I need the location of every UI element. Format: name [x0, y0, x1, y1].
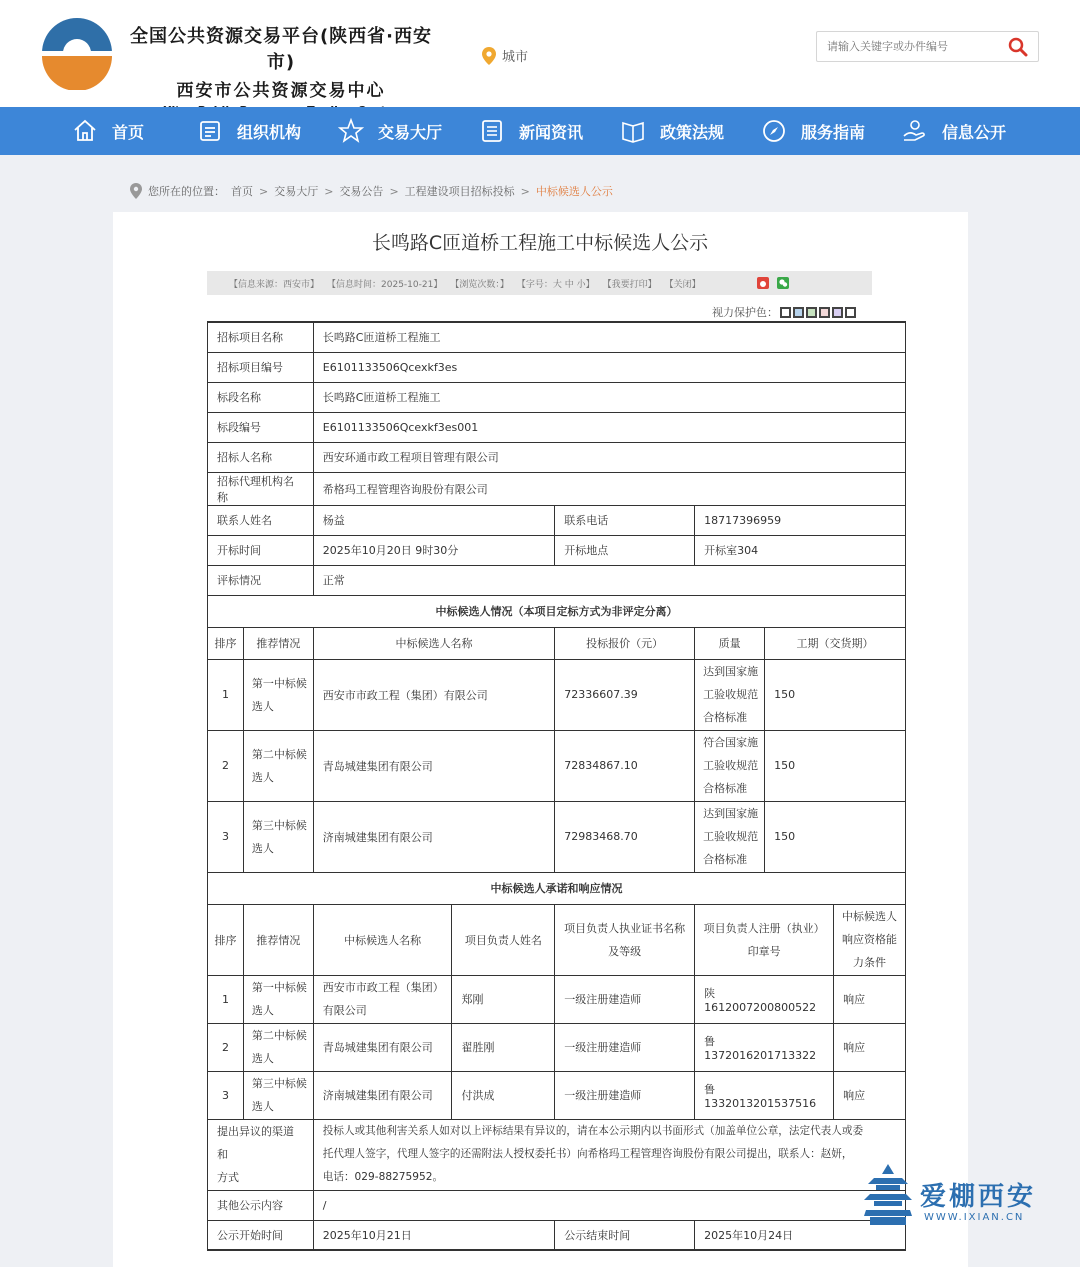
breadcrumb-prefix: 您所在的位置：: [148, 185, 225, 198]
text-line: 第三中标候: [251, 818, 307, 832]
share-wechat-icon[interactable]: [777, 277, 789, 289]
text-line: 合格标准: [703, 782, 748, 795]
cell-registration-no: 鲁1332013201537516: [695, 1071, 834, 1119]
text-line: 达到国家施: [703, 665, 759, 678]
text-line: 第一中标候: [251, 676, 307, 690]
text-line: 达到国家施: [703, 807, 759, 820]
cell-recommendation: [243, 730, 313, 801]
field-label: 招标人名称: [208, 442, 314, 472]
table-row: [208, 412, 906, 442]
text-line: 投标人或其他利害关系人如对以上评标结果有异议的，请在本公示期内以书面形式（加盖单位公章，法定代表人或委: [322, 1125, 864, 1137]
site-logo[interactable]: [38, 16, 116, 90]
watermark-text: 爱棚西安: [920, 1182, 1037, 1212]
cell-registration-no: 鲁1372016201713322: [695, 1023, 834, 1071]
column-header: [834, 904, 906, 975]
table-row: [208, 352, 906, 382]
cell-project-manager: 郑刚: [452, 975, 555, 1023]
cell-period: 150: [765, 801, 906, 872]
breadcrumb-separator: >: [520, 184, 530, 198]
breadcrumb-current: 中标候选人公示: [535, 185, 613, 198]
announcement-table: [207, 321, 906, 1251]
nav-label: 信息公开: [942, 122, 1007, 142]
cell-candidate-name: 济南城建集团有限公司: [313, 801, 554, 872]
column-header: 排序: [208, 627, 244, 659]
text-line: 提出异议的渠道和: [217, 1125, 294, 1161]
cell-response: 响应: [834, 975, 906, 1023]
text-line: 选人: [251, 1004, 274, 1017]
eye-protection-colors: [712, 304, 856, 320]
info-time: 【信息时间：2025-10-21】: [327, 279, 443, 290]
cell-recommendation: [243, 659, 313, 730]
field-label: [208, 1119, 314, 1190]
site-title-line2: 西安市公共资源交易中心: [176, 81, 386, 101]
compass-icon: [761, 118, 787, 144]
text-line: 合格标准: [703, 853, 748, 866]
book-icon: [620, 118, 646, 144]
location-pin-icon: [482, 47, 496, 65]
field-label: 其他公示内容: [208, 1190, 314, 1220]
watermark-url: WWW.IXIAN.CN: [924, 1212, 1025, 1223]
text-line: 项目负责人注册（执业）: [703, 921, 825, 935]
site-header: [0, 0, 1080, 107]
field-value: 2025年10月21日: [313, 1220, 554, 1250]
field-value: E6101133506Qcexkf3es001: [313, 412, 905, 442]
cell-candidate-name: 济南城建集团有限公司: [313, 1071, 452, 1119]
text-line: 中标候选人: [842, 910, 898, 923]
text-line: 选人: [251, 699, 274, 713]
column-header: 推荐情况: [243, 904, 313, 975]
cell-registration-no: 陕1612007200800522: [695, 975, 834, 1023]
cell-candidate-name: [313, 975, 452, 1023]
text-line: 西安市市政工程（集团）: [322, 981, 444, 994]
cell-recommendation: [243, 801, 313, 872]
cell-candidate-name: 青岛城建集团有限公司: [313, 1023, 452, 1071]
field-label: 开标地点: [555, 535, 695, 565]
table-row: [208, 1220, 906, 1250]
breadcrumb-home[interactable]: 首页: [231, 185, 253, 198]
table-row: [208, 565, 906, 595]
field-value: E6101133506Qcexkf3es: [313, 352, 905, 382]
cell-rank: 2: [208, 730, 244, 801]
location-pin-icon: [130, 183, 142, 199]
color-swatch-purple[interactable]: [832, 307, 843, 318]
field-label: 招标项目名称: [208, 322, 314, 352]
info-source: 【信息来源：西安市】: [229, 279, 320, 290]
text-line: 第一中标候: [251, 981, 307, 994]
cell-rank: 2: [208, 1023, 244, 1071]
field-label: 招标项目编号: [208, 352, 314, 382]
field-value: 2025年10月24日: [695, 1220, 906, 1250]
text-line: 第三中标候: [251, 1077, 307, 1090]
table-row: [208, 1071, 906, 1119]
text-line: 印章号: [747, 944, 781, 958]
news-icon: [479, 118, 505, 144]
cell-candidate-name: 青岛城建集团有限公司: [313, 730, 554, 801]
table-row: [208, 535, 906, 565]
cell-rank: 1: [208, 659, 244, 730]
table-row: [208, 472, 906, 505]
text-line: 响应资格能: [842, 933, 898, 946]
site-title: [118, 22, 444, 117]
nav-item-news[interactable]: [479, 107, 583, 155]
search-input[interactable]: [817, 32, 1002, 61]
page-title: 长鸣路C匝道桥工程施工中标候选人公示: [371, 232, 709, 254]
field-label: 公示结束时间: [555, 1220, 695, 1250]
info-views: 【浏览次数：】: [450, 279, 509, 290]
eye-protection-label: 视力保护色：: [712, 306, 778, 319]
cell-rank: 3: [208, 1071, 244, 1119]
search-box: [816, 31, 1039, 62]
table-row: [208, 730, 906, 801]
close-link[interactable]: 【关闭】: [664, 279, 701, 290]
cell-quality: [695, 801, 765, 872]
cell-quality: [695, 730, 765, 801]
text-line: 工验收规范: [703, 759, 759, 772]
nav-label: 新闻资讯: [519, 122, 584, 142]
nav-item-policy[interactable]: [620, 107, 724, 155]
color-swatch-pink[interactable]: [819, 307, 830, 318]
nav-item-trading-hall[interactable]: [338, 107, 442, 155]
table-row: [208, 975, 906, 1023]
table-header-row: [208, 627, 906, 659]
field-value: 18717396959: [695, 505, 906, 535]
field-value: 长鸣路C匝道桥工程施工: [313, 322, 905, 352]
table-row: [208, 1119, 906, 1190]
cell-certificate: 一级注册建造师: [555, 975, 695, 1023]
text-line: 符合国家施: [703, 736, 759, 749]
breadcrumb-announcements[interactable]: 交易公告: [339, 185, 384, 198]
cell-certificate: 一级注册建造师: [555, 1023, 695, 1071]
field-value: [313, 1119, 905, 1190]
text-line: 项目负责人执业证书名称: [564, 921, 686, 935]
field-label: 标段名称: [208, 382, 314, 412]
table-row: [208, 322, 906, 352]
field-value: /: [313, 1190, 905, 1220]
cell-rank: 1: [208, 975, 244, 1023]
search-icon[interactable]: [1008, 37, 1028, 57]
text-line: 第二中标候: [251, 747, 307, 761]
cell-period: 150: [765, 730, 906, 801]
text-line: 方式: [217, 1171, 239, 1184]
city-selector[interactable]: [482, 46, 528, 65]
column-header: [555, 904, 695, 975]
print-link[interactable]: 【我要打印】: [602, 279, 657, 290]
nav-item-guide[interactable]: [761, 107, 865, 155]
field-label: 标段编号: [208, 412, 314, 442]
breadcrumb-trading-hall[interactable]: 交易大厅: [274, 185, 319, 198]
field-label: 开标时间: [208, 535, 314, 565]
field-label: 公示开始时间: [208, 1220, 314, 1250]
org-icon: [197, 118, 223, 144]
cell-response: 响应: [834, 1071, 906, 1119]
hand-icon: [902, 118, 928, 144]
table-row: [208, 382, 906, 412]
column-header: 推荐情况: [243, 627, 313, 659]
breadcrumb-bidding[interactable]: 工程建设项目招标投标: [404, 185, 515, 198]
cell-price: 72983468.70: [555, 801, 695, 872]
city-label: 城市: [502, 50, 529, 65]
breadcrumb-separator: >: [259, 184, 269, 198]
nav-label: 服务指南: [801, 122, 866, 142]
column-header: 工期（交货期）: [765, 627, 906, 659]
column-header: [695, 904, 834, 975]
field-value: 杨益: [313, 505, 554, 535]
nav-label: 政策法规: [660, 122, 725, 142]
cell-response: 响应: [834, 1023, 906, 1071]
nav-label: 首页: [112, 122, 145, 142]
nav-label: 交易大厅: [378, 122, 443, 142]
field-value: 开标室304: [695, 535, 906, 565]
table-header-row: [208, 904, 906, 975]
section-heading: 中标候选人承诺和响应情况: [208, 872, 906, 904]
column-header: 中标候选人名称: [313, 904, 452, 975]
text-line: 力条件: [853, 956, 887, 969]
field-label: 联系人姓名: [208, 505, 314, 535]
field-label: 评标情况: [208, 565, 314, 595]
font-size-control[interactable]: 【字号：大 中 小】: [516, 279, 595, 290]
field-value: 长鸣路C匝道桥工程施工: [313, 382, 905, 412]
color-swatch-default[interactable]: [845, 307, 856, 318]
text-line: 第二中标候: [251, 1029, 307, 1042]
text-line: 选人: [251, 770, 274, 784]
text-line: 工验收规范: [703, 830, 759, 843]
color-swatch-blue[interactable]: [793, 307, 804, 318]
text-line: 托代理人签字，代理人签字的还需附法人授权委托书）向希格玛工程管理咨询股份有限公司提出，联系人：赵妍，: [322, 1148, 853, 1160]
breadcrumb: [130, 183, 613, 199]
column-header: 中标候选人名称: [313, 627, 554, 659]
breadcrumb-separator: >: [324, 184, 334, 198]
table-row: [208, 1023, 906, 1071]
share-weibo-icon[interactable]: [757, 277, 769, 289]
home-icon: [72, 118, 98, 144]
field-value: 希格玛工程管理咨询股份有限公司: [313, 472, 905, 505]
text-line: 及等级: [608, 944, 642, 958]
breadcrumb-separator: >: [389, 184, 399, 198]
text-line: 选人: [251, 841, 274, 855]
field-value: 正常: [313, 565, 905, 595]
nav-item-org[interactable]: [197, 107, 301, 155]
column-header: 项目负责人姓名: [452, 904, 555, 975]
column-header: 投标报价（元）: [555, 627, 695, 659]
column-header: 质量: [695, 627, 765, 659]
section-header-row: [208, 595, 906, 627]
text-line: 选人: [251, 1052, 274, 1065]
cell-certificate: 一级注册建造师: [555, 1071, 695, 1119]
table-row: [208, 505, 906, 535]
field-value: 2025年10月20日 9时30分: [313, 535, 554, 565]
cell-period: 150: [765, 659, 906, 730]
table-row: [208, 659, 906, 730]
text-line: 工验收规范: [703, 688, 759, 701]
text-line: 有限公司: [322, 1004, 367, 1017]
cell-price: 72336607.39: [555, 659, 695, 730]
field-label: 招标代理机构名称: [208, 472, 314, 505]
section-heading: 中标候选人情况（本项目定标方式为非评定分离）: [208, 595, 906, 627]
text-line: 合格标准: [703, 711, 748, 724]
cell-recommendation: [243, 1023, 313, 1071]
cell-recommendation: [243, 1071, 313, 1119]
cell-quality: [695, 659, 765, 730]
section-header-row: [208, 872, 906, 904]
nav-label: 组织机构: [237, 122, 302, 142]
column-header: 排序: [208, 904, 244, 975]
color-swatch-green[interactable]: [806, 307, 817, 318]
info-bar: [207, 271, 872, 295]
main-nav: [0, 107, 1080, 155]
nav-item-home[interactable]: [72, 107, 144, 155]
text-line: 电话：029-88275952。: [322, 1171, 444, 1183]
table-row: [208, 801, 906, 872]
cell-project-manager: 翟胜刚: [452, 1023, 555, 1071]
field-value: 西安环通市政工程项目管理有限公司: [313, 442, 905, 472]
nav-item-disclosure[interactable]: [902, 107, 1006, 155]
table-row: [208, 1190, 906, 1220]
table-row: [208, 442, 906, 472]
color-swatch-white[interactable]: [780, 307, 791, 318]
star-icon: [338, 118, 364, 144]
watermark-pagoda-icon: [864, 1162, 912, 1228]
field-label: 联系电话: [555, 505, 695, 535]
text-line: 选人: [251, 1100, 274, 1113]
cell-project-manager: 付洪成: [452, 1071, 555, 1119]
cell-recommendation: [243, 975, 313, 1023]
site-title-line1: 全国公共资源交易平台(陕西省·西安市): [129, 26, 433, 73]
cell-candidate-name: 西安市市政工程（集团）有限公司: [313, 659, 554, 730]
cell-rank: 3: [208, 801, 244, 872]
cell-price: 72834867.10: [555, 730, 695, 801]
